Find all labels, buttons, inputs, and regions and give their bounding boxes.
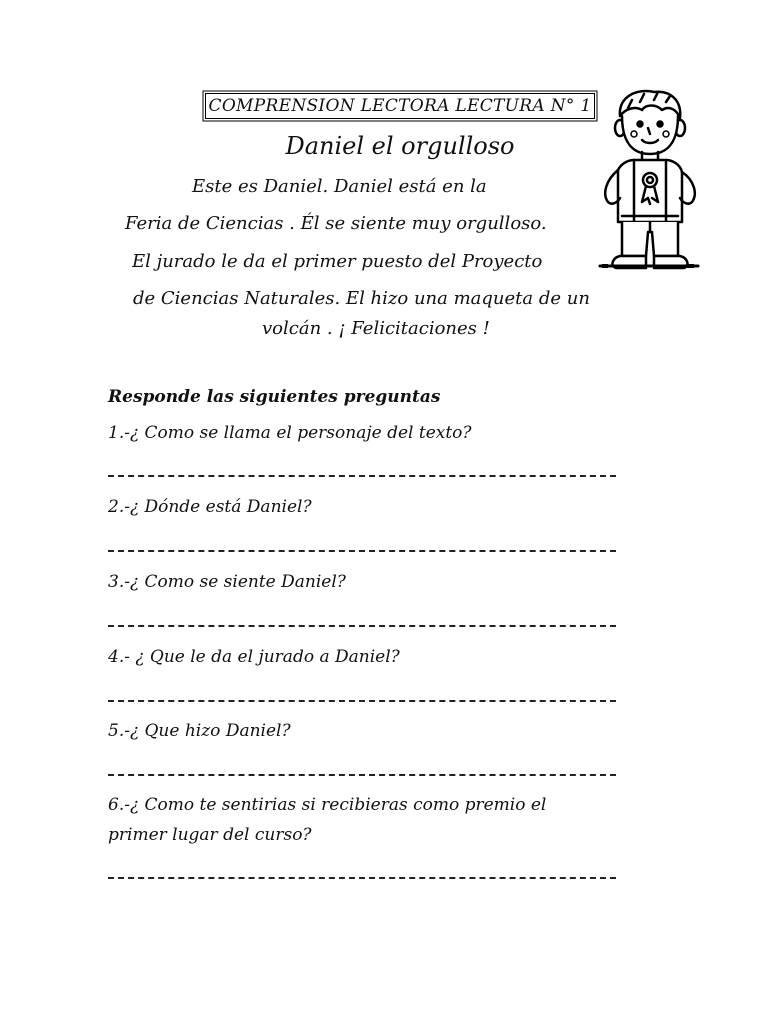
question-1: 1.-¿ Como se llama el personaje del texto?	[108, 423, 472, 443]
question-2: 2.-¿ Dónde está Daniel?	[108, 497, 312, 517]
worksheet-header: COMPRENSION LECTORA LECTURA N° 1	[205, 93, 595, 119]
answer-line-5[interactable]	[108, 774, 616, 776]
question-4: 4.- ¿ Que le da el jurado a Daniel?	[108, 647, 400, 667]
story-line-3: El jurado le da el primer puesto del Proyecto	[132, 251, 543, 272]
question-6: 6.-¿ Como te sentirias si recibieras como premio el	[108, 795, 547, 815]
answer-line-2[interactable]	[108, 550, 616, 552]
answer-line-4[interactable]	[108, 700, 616, 702]
answer-line-1[interactable]	[108, 475, 616, 477]
boy-with-ribbon-icon	[598, 86, 700, 272]
question-3: 3.-¿ Como se siente Daniel?	[108, 572, 346, 592]
story-line-1: Este es Daniel. Daniel está en la	[192, 176, 487, 197]
story-line-4: de Ciencias Naturales. El hizo una maqueta de un	[133, 288, 590, 309]
answer-line-3[interactable]	[108, 625, 616, 627]
story-title: Daniel el orgulloso	[285, 132, 515, 160]
answer-line-6[interactable]	[108, 877, 616, 879]
question-6-continued: primer lugar del curso?	[108, 825, 312, 845]
question-5: 5.-¿ Que hizo Daniel?	[108, 721, 291, 741]
instructions: Responde las siguientes preguntas	[108, 387, 441, 407]
story-line-2: Feria de Ciencias . Él se siente muy orgulloso.	[125, 213, 547, 234]
story-line-5: volcán . ¡ Felicitaciones !	[262, 318, 490, 339]
